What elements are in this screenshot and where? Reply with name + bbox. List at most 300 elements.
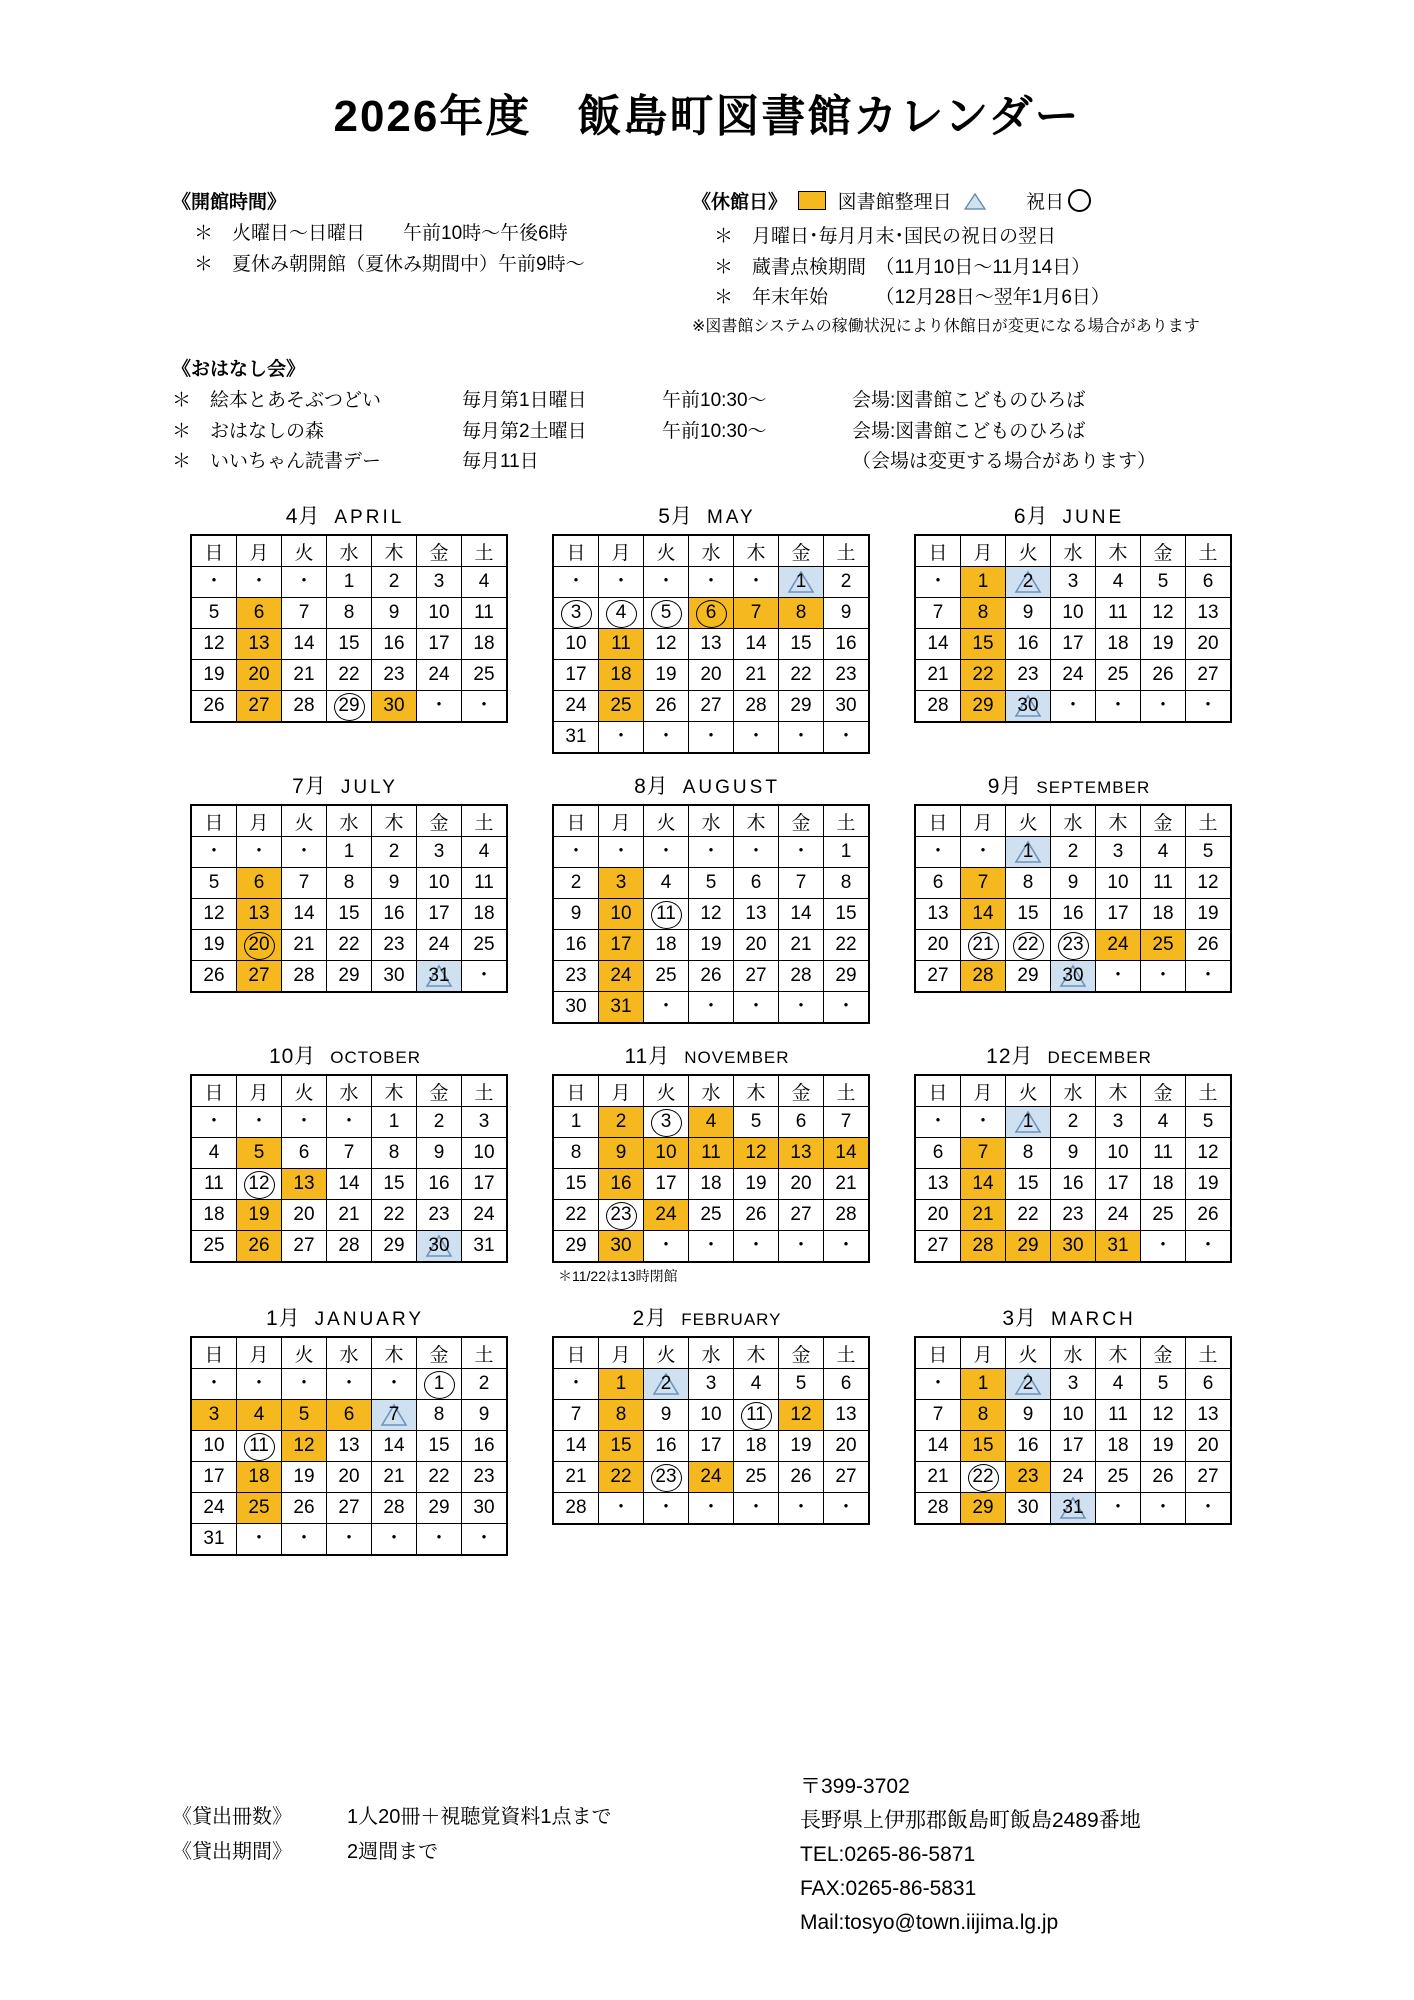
day-cell[interactable] xyxy=(237,1431,282,1462)
day-cell[interactable] xyxy=(1051,691,1096,723)
day-cell[interactable] xyxy=(1186,1200,1232,1231)
day-cell[interactable] xyxy=(824,1169,870,1200)
day-cell[interactable] xyxy=(553,1107,599,1138)
day-cell[interactable] xyxy=(915,660,961,691)
day-cell[interactable] xyxy=(372,1138,417,1169)
day-cell[interactable] xyxy=(689,868,734,899)
day-cell[interactable] xyxy=(1186,1400,1232,1431)
day-cell[interactable] xyxy=(824,691,870,722)
day-cell[interactable] xyxy=(1096,1231,1141,1263)
day-cell[interactable] xyxy=(779,1462,824,1493)
day-cell[interactable] xyxy=(1006,598,1051,629)
day-cell[interactable] xyxy=(553,691,599,722)
day-cell[interactable] xyxy=(824,660,870,691)
day-cell[interactable] xyxy=(1006,1169,1051,1200)
day-cell[interactable] xyxy=(961,899,1006,930)
day-cell[interactable] xyxy=(1096,1138,1141,1169)
day-cell[interactable] xyxy=(1096,691,1141,723)
day-cell[interactable] xyxy=(644,1431,689,1462)
day-cell[interactable] xyxy=(237,660,282,691)
day-cell[interactable] xyxy=(1096,837,1141,868)
day-cell[interactable] xyxy=(779,1493,824,1525)
day-cell[interactable] xyxy=(417,1231,462,1263)
day-cell[interactable] xyxy=(1096,868,1141,899)
day-cell[interactable] xyxy=(237,629,282,660)
day-cell[interactable] xyxy=(553,722,599,754)
day-cell[interactable] xyxy=(824,1462,870,1493)
day-cell[interactable] xyxy=(462,1400,508,1431)
day-cell[interactable] xyxy=(417,930,462,961)
day-cell[interactable] xyxy=(1141,868,1186,899)
day-cell[interactable] xyxy=(779,1200,824,1231)
day-cell[interactable] xyxy=(961,961,1006,993)
day-cell[interactable] xyxy=(191,1369,237,1400)
day-cell[interactable] xyxy=(372,1369,417,1400)
day-cell[interactable] xyxy=(372,1169,417,1200)
day-cell[interactable] xyxy=(1006,660,1051,691)
day-cell[interactable] xyxy=(1051,1107,1096,1138)
day-cell[interactable] xyxy=(417,868,462,899)
day-cell[interactable] xyxy=(237,1493,282,1524)
day-cell[interactable] xyxy=(191,868,237,899)
day-cell[interactable] xyxy=(282,1369,327,1400)
day-cell[interactable] xyxy=(1096,1169,1141,1200)
day-cell[interactable] xyxy=(961,660,1006,691)
day-cell[interactable] xyxy=(644,1200,689,1231)
day-cell[interactable] xyxy=(372,598,417,629)
day-cell[interactable] xyxy=(327,1200,372,1231)
day-cell[interactable] xyxy=(915,868,961,899)
day-cell[interactable] xyxy=(915,567,961,598)
day-cell[interactable] xyxy=(1141,837,1186,868)
day-cell[interactable] xyxy=(462,567,508,598)
day-cell[interactable] xyxy=(1141,899,1186,930)
day-cell[interactable] xyxy=(599,1231,644,1263)
day-cell[interactable] xyxy=(689,899,734,930)
day-cell[interactable] xyxy=(553,629,599,660)
day-cell[interactable] xyxy=(824,598,870,629)
day-cell[interactable] xyxy=(599,567,644,598)
day-cell[interactable] xyxy=(1186,660,1232,691)
day-cell[interactable] xyxy=(417,1107,462,1138)
day-cell[interactable] xyxy=(327,1524,372,1556)
day-cell[interactable] xyxy=(1006,691,1051,723)
day-cell[interactable] xyxy=(1141,1107,1186,1138)
day-cell[interactable] xyxy=(327,567,372,598)
day-cell[interactable] xyxy=(824,1369,870,1400)
day-cell[interactable] xyxy=(1141,1169,1186,1200)
day-cell[interactable] xyxy=(462,837,508,868)
day-cell[interactable] xyxy=(191,1524,237,1556)
day-cell[interactable] xyxy=(824,1231,870,1263)
day-cell[interactable] xyxy=(961,1107,1006,1138)
day-cell[interactable] xyxy=(734,1462,779,1493)
day-cell[interactable] xyxy=(191,1169,237,1200)
day-cell[interactable] xyxy=(327,1400,372,1431)
day-cell[interactable] xyxy=(824,629,870,660)
day-cell[interactable] xyxy=(237,691,282,723)
day-cell[interactable] xyxy=(644,1107,689,1138)
day-cell[interactable] xyxy=(915,1169,961,1200)
day-cell[interactable] xyxy=(282,1431,327,1462)
day-cell[interactable] xyxy=(282,598,327,629)
day-cell[interactable] xyxy=(779,1107,824,1138)
day-cell[interactable] xyxy=(915,1200,961,1231)
day-cell[interactable] xyxy=(191,1431,237,1462)
day-cell[interactable] xyxy=(1096,1400,1141,1431)
day-cell[interactable] xyxy=(1051,660,1096,691)
day-cell[interactable] xyxy=(1141,660,1186,691)
day-cell[interactable] xyxy=(1006,1231,1051,1263)
day-cell[interactable] xyxy=(553,837,599,868)
day-cell[interactable] xyxy=(1051,567,1096,598)
day-cell[interactable] xyxy=(779,1369,824,1400)
day-cell[interactable] xyxy=(1051,1400,1096,1431)
day-cell[interactable] xyxy=(644,1231,689,1263)
day-cell[interactable] xyxy=(599,899,644,930)
day-cell[interactable] xyxy=(1006,1493,1051,1525)
day-cell[interactable] xyxy=(779,1231,824,1263)
day-cell[interactable] xyxy=(1096,1493,1141,1525)
day-cell[interactable] xyxy=(327,1169,372,1200)
day-cell[interactable] xyxy=(462,1493,508,1524)
day-cell[interactable] xyxy=(644,868,689,899)
day-cell[interactable] xyxy=(1051,1200,1096,1231)
day-cell[interactable] xyxy=(372,629,417,660)
day-cell[interactable] xyxy=(327,1431,372,1462)
day-cell[interactable] xyxy=(644,691,689,722)
day-cell[interactable] xyxy=(462,930,508,961)
day-cell[interactable] xyxy=(779,1169,824,1200)
day-cell[interactable] xyxy=(372,1524,417,1556)
day-cell[interactable] xyxy=(599,930,644,961)
day-cell[interactable] xyxy=(237,1400,282,1431)
day-cell[interactable] xyxy=(961,930,1006,961)
day-cell[interactable] xyxy=(734,722,779,754)
day-cell[interactable] xyxy=(1006,629,1051,660)
day-cell[interactable] xyxy=(417,1369,462,1400)
day-cell[interactable] xyxy=(915,1107,961,1138)
day-cell[interactable] xyxy=(644,629,689,660)
day-cell[interactable] xyxy=(961,1231,1006,1263)
day-cell[interactable] xyxy=(237,899,282,930)
day-cell[interactable] xyxy=(462,660,508,691)
day-cell[interactable] xyxy=(1141,1462,1186,1493)
day-cell[interactable] xyxy=(237,1107,282,1138)
day-cell[interactable] xyxy=(689,1138,734,1169)
day-cell[interactable] xyxy=(824,1107,870,1138)
day-cell[interactable] xyxy=(1051,629,1096,660)
day-cell[interactable] xyxy=(599,1462,644,1493)
day-cell[interactable] xyxy=(599,598,644,629)
day-cell[interactable] xyxy=(327,1107,372,1138)
day-cell[interactable] xyxy=(961,1462,1006,1493)
day-cell[interactable] xyxy=(327,899,372,930)
day-cell[interactable] xyxy=(372,1400,417,1431)
day-cell[interactable] xyxy=(779,930,824,961)
day-cell[interactable] xyxy=(191,567,237,598)
day-cell[interactable] xyxy=(734,837,779,868)
day-cell[interactable] xyxy=(237,567,282,598)
day-cell[interactable] xyxy=(237,598,282,629)
day-cell[interactable] xyxy=(462,629,508,660)
day-cell[interactable] xyxy=(689,722,734,754)
day-cell[interactable] xyxy=(553,1369,599,1400)
day-cell[interactable] xyxy=(734,992,779,1024)
day-cell[interactable] xyxy=(1186,899,1232,930)
day-cell[interactable] xyxy=(282,1400,327,1431)
day-cell[interactable] xyxy=(237,1524,282,1556)
day-cell[interactable] xyxy=(1186,961,1232,993)
day-cell[interactable] xyxy=(372,1107,417,1138)
day-cell[interactable] xyxy=(599,992,644,1024)
day-cell[interactable] xyxy=(462,1107,508,1138)
day-cell[interactable] xyxy=(191,930,237,961)
day-cell[interactable] xyxy=(417,1524,462,1556)
day-cell[interactable] xyxy=(644,899,689,930)
day-cell[interactable] xyxy=(689,660,734,691)
day-cell[interactable] xyxy=(1006,1138,1051,1169)
day-cell[interactable] xyxy=(779,868,824,899)
day-cell[interactable] xyxy=(1186,1431,1232,1462)
day-cell[interactable] xyxy=(599,1400,644,1431)
day-cell[interactable] xyxy=(599,868,644,899)
day-cell[interactable] xyxy=(372,837,417,868)
day-cell[interactable] xyxy=(417,1169,462,1200)
day-cell[interactable] xyxy=(915,1369,961,1400)
day-cell[interactable] xyxy=(553,868,599,899)
day-cell[interactable] xyxy=(961,629,1006,660)
day-cell[interactable] xyxy=(1186,567,1232,598)
day-cell[interactable] xyxy=(1051,837,1096,868)
day-cell[interactable] xyxy=(327,961,372,993)
day-cell[interactable] xyxy=(599,722,644,754)
day-cell[interactable] xyxy=(282,1493,327,1524)
day-cell[interactable] xyxy=(734,1107,779,1138)
day-cell[interactable] xyxy=(1051,1493,1096,1525)
day-cell[interactable] xyxy=(282,691,327,723)
day-cell[interactable] xyxy=(553,1400,599,1431)
day-cell[interactable] xyxy=(689,691,734,722)
day-cell[interactable] xyxy=(417,1400,462,1431)
day-cell[interactable] xyxy=(689,1200,734,1231)
day-cell[interactable] xyxy=(1006,1107,1051,1138)
day-cell[interactable] xyxy=(915,961,961,993)
day-cell[interactable] xyxy=(1006,1431,1051,1462)
day-cell[interactable] xyxy=(1006,567,1051,598)
day-cell[interactable] xyxy=(553,1200,599,1231)
day-cell[interactable] xyxy=(372,1200,417,1231)
day-cell[interactable] xyxy=(599,1369,644,1400)
day-cell[interactable] xyxy=(599,1431,644,1462)
day-cell[interactable] xyxy=(1096,1431,1141,1462)
day-cell[interactable] xyxy=(1186,1107,1232,1138)
day-cell[interactable] xyxy=(237,868,282,899)
day-cell[interactable] xyxy=(1051,1169,1096,1200)
day-cell[interactable] xyxy=(734,1231,779,1263)
day-cell[interactable] xyxy=(372,930,417,961)
day-cell[interactable] xyxy=(779,992,824,1024)
day-cell[interactable] xyxy=(417,660,462,691)
day-cell[interactable] xyxy=(644,1138,689,1169)
day-cell[interactable] xyxy=(1186,837,1232,868)
day-cell[interactable] xyxy=(689,567,734,598)
day-cell[interactable] xyxy=(1051,598,1096,629)
day-cell[interactable] xyxy=(462,1231,508,1263)
day-cell[interactable] xyxy=(734,1369,779,1400)
day-cell[interactable] xyxy=(327,1493,372,1524)
day-cell[interactable] xyxy=(1141,691,1186,723)
day-cell[interactable] xyxy=(553,961,599,992)
day-cell[interactable] xyxy=(1096,1369,1141,1400)
day-cell[interactable] xyxy=(372,660,417,691)
day-cell[interactable] xyxy=(644,837,689,868)
day-cell[interactable] xyxy=(1006,1369,1051,1400)
day-cell[interactable] xyxy=(417,899,462,930)
day-cell[interactable] xyxy=(191,1400,237,1431)
day-cell[interactable] xyxy=(961,1431,1006,1462)
day-cell[interactable] xyxy=(689,1493,734,1525)
day-cell[interactable] xyxy=(462,1462,508,1493)
day-cell[interactable] xyxy=(1051,868,1096,899)
day-cell[interactable] xyxy=(462,598,508,629)
day-cell[interactable] xyxy=(915,930,961,961)
day-cell[interactable] xyxy=(1141,1369,1186,1400)
day-cell[interactable] xyxy=(915,598,961,629)
day-cell[interactable] xyxy=(734,930,779,961)
day-cell[interactable] xyxy=(1096,1462,1141,1493)
day-cell[interactable] xyxy=(327,1231,372,1263)
day-cell[interactable] xyxy=(237,1369,282,1400)
day-cell[interactable] xyxy=(237,930,282,961)
day-cell[interactable] xyxy=(553,1231,599,1263)
day-cell[interactable] xyxy=(824,992,870,1024)
day-cell[interactable] xyxy=(1051,1462,1096,1493)
day-cell[interactable] xyxy=(327,691,372,723)
day-cell[interactable] xyxy=(1096,899,1141,930)
day-cell[interactable] xyxy=(417,837,462,868)
day-cell[interactable] xyxy=(915,1400,961,1431)
day-cell[interactable] xyxy=(599,691,644,722)
day-cell[interactable] xyxy=(599,1107,644,1138)
day-cell[interactable] xyxy=(779,722,824,754)
day-cell[interactable] xyxy=(282,1231,327,1263)
day-cell[interactable] xyxy=(372,1462,417,1493)
day-cell[interactable] xyxy=(1141,961,1186,993)
day-cell[interactable] xyxy=(553,1462,599,1493)
day-cell[interactable] xyxy=(644,1400,689,1431)
day-cell[interactable] xyxy=(282,930,327,961)
day-cell[interactable] xyxy=(1186,1493,1232,1525)
day-cell[interactable] xyxy=(779,837,824,868)
day-cell[interactable] xyxy=(734,868,779,899)
day-cell[interactable] xyxy=(1186,1169,1232,1200)
day-cell[interactable] xyxy=(1051,1431,1096,1462)
day-cell[interactable] xyxy=(191,1462,237,1493)
day-cell[interactable] xyxy=(1186,691,1232,723)
day-cell[interactable] xyxy=(237,837,282,868)
day-cell[interactable] xyxy=(327,837,372,868)
day-cell[interactable] xyxy=(327,930,372,961)
day-cell[interactable] xyxy=(282,868,327,899)
day-cell[interactable] xyxy=(915,1462,961,1493)
day-cell[interactable] xyxy=(462,1431,508,1462)
day-cell[interactable] xyxy=(372,961,417,993)
day-cell[interactable] xyxy=(961,837,1006,868)
day-cell[interactable] xyxy=(734,1169,779,1200)
day-cell[interactable] xyxy=(689,1431,734,1462)
day-cell[interactable] xyxy=(1186,629,1232,660)
day-cell[interactable] xyxy=(961,868,1006,899)
day-cell[interactable] xyxy=(734,961,779,992)
day-cell[interactable] xyxy=(1096,629,1141,660)
day-cell[interactable] xyxy=(372,567,417,598)
day-cell[interactable] xyxy=(191,660,237,691)
day-cell[interactable] xyxy=(689,1369,734,1400)
day-cell[interactable] xyxy=(1006,868,1051,899)
day-cell[interactable] xyxy=(824,722,870,754)
day-cell[interactable] xyxy=(689,629,734,660)
day-cell[interactable] xyxy=(689,1462,734,1493)
day-cell[interactable] xyxy=(734,629,779,660)
day-cell[interactable] xyxy=(417,691,462,723)
day-cell[interactable] xyxy=(237,1169,282,1200)
day-cell[interactable] xyxy=(1186,868,1232,899)
day-cell[interactable] xyxy=(553,1138,599,1169)
day-cell[interactable] xyxy=(961,598,1006,629)
day-cell[interactable] xyxy=(191,1200,237,1231)
day-cell[interactable] xyxy=(734,1493,779,1525)
day-cell[interactable] xyxy=(462,961,508,993)
day-cell[interactable] xyxy=(599,961,644,992)
day-cell[interactable] xyxy=(644,961,689,992)
day-cell[interactable] xyxy=(1141,930,1186,961)
day-cell[interactable] xyxy=(644,1493,689,1525)
day-cell[interactable] xyxy=(327,1138,372,1169)
day-cell[interactable] xyxy=(599,1200,644,1231)
day-cell[interactable] xyxy=(689,837,734,868)
day-cell[interactable] xyxy=(191,899,237,930)
day-cell[interactable] xyxy=(644,992,689,1024)
day-cell[interactable] xyxy=(417,1200,462,1231)
day-cell[interactable] xyxy=(779,598,824,629)
day-cell[interactable] xyxy=(824,930,870,961)
day-cell[interactable] xyxy=(417,1462,462,1493)
day-cell[interactable] xyxy=(734,1431,779,1462)
day-cell[interactable] xyxy=(1051,961,1096,993)
day-cell[interactable] xyxy=(417,567,462,598)
day-cell[interactable] xyxy=(462,691,508,723)
day-cell[interactable] xyxy=(644,660,689,691)
day-cell[interactable] xyxy=(734,1400,779,1431)
day-cell[interactable] xyxy=(915,1138,961,1169)
day-cell[interactable] xyxy=(824,868,870,899)
day-cell[interactable] xyxy=(1186,930,1232,961)
day-cell[interactable] xyxy=(1051,1369,1096,1400)
day-cell[interactable] xyxy=(1141,1431,1186,1462)
day-cell[interactable] xyxy=(961,1400,1006,1431)
day-cell[interactable] xyxy=(961,1369,1006,1400)
day-cell[interactable] xyxy=(417,598,462,629)
day-cell[interactable] xyxy=(1051,899,1096,930)
day-cell[interactable] xyxy=(282,1462,327,1493)
day-cell[interactable] xyxy=(1186,1369,1232,1400)
day-cell[interactable] xyxy=(553,1493,599,1525)
day-cell[interactable] xyxy=(1186,1462,1232,1493)
day-cell[interactable] xyxy=(462,868,508,899)
day-cell[interactable] xyxy=(282,961,327,993)
day-cell[interactable] xyxy=(689,598,734,629)
